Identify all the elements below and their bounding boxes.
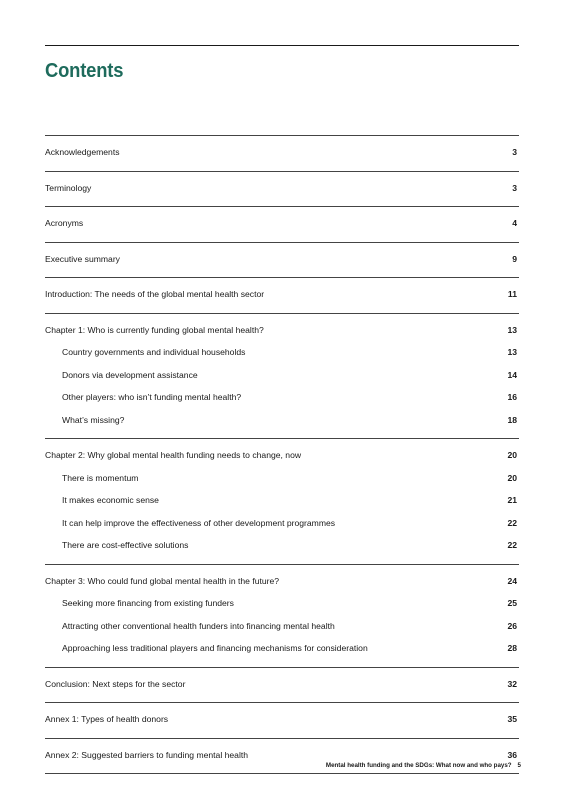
toc-entry-label: There is momentum bbox=[62, 472, 139, 483]
toc-entry-label: Attracting other conventional health funders into financing mental health bbox=[62, 620, 335, 631]
toc-entry-label: Introduction: The needs of the global mental health sector bbox=[45, 289, 265, 299]
toc-page-number: 9 bbox=[512, 253, 517, 264]
toc-entry-label: Terminology bbox=[45, 182, 92, 193]
footer-title: Mental health funding and the SDGs: What now and who pays? bbox=[325, 762, 512, 769]
toc-entry[interactable] bbox=[45, 248, 519, 271]
toc-entry[interactable] bbox=[45, 319, 519, 342]
toc-subentry[interactable] bbox=[45, 534, 519, 557]
toc-section bbox=[45, 242, 519, 278]
toc-entry-label: Chapter 1: Who is currently funding global mental health? bbox=[45, 324, 264, 335]
toc-page-number: 32 bbox=[507, 678, 517, 689]
toc-entry-label: Seeking more financing from existing funders bbox=[62, 598, 234, 608]
toc-section bbox=[45, 206, 519, 242]
toc-page-number: 4 bbox=[512, 218, 517, 228]
toc-entry-label: Chapter 3: Who could fund global mental health in the future? bbox=[45, 575, 280, 586]
toc-entry-label: Country governments and individual households bbox=[62, 347, 246, 357]
toc-section bbox=[45, 438, 519, 564]
toc-subentry[interactable] bbox=[45, 386, 519, 409]
toc-page-number: 16 bbox=[507, 392, 517, 402]
toc-subentry[interactable] bbox=[45, 512, 519, 535]
toc-entry[interactable] bbox=[45, 177, 519, 200]
toc-entry-label: Approaching less traditional players and financing mechanisms for consideration bbox=[62, 643, 368, 653]
toc-subentry[interactable] bbox=[45, 615, 519, 638]
toc-page-number: 35 bbox=[507, 714, 517, 724]
footer-page-number: 5 bbox=[517, 762, 521, 769]
toc-entry-label: Annex 2: Suggested barriers to funding mental health bbox=[45, 749, 249, 760]
toc-page-number: 28 bbox=[507, 643, 517, 653]
toc-subentry[interactable] bbox=[45, 341, 519, 364]
toc-entry-label: Executive summary bbox=[45, 253, 120, 264]
toc-entry[interactable] bbox=[45, 212, 519, 235]
page-footer bbox=[326, 762, 521, 769]
toc-entry[interactable] bbox=[45, 141, 519, 164]
toc-entry-label: It makes economic sense bbox=[62, 495, 159, 505]
toc-page-number: 22 bbox=[507, 540, 517, 550]
toc-page-number: 36 bbox=[507, 749, 517, 760]
toc-section bbox=[45, 171, 519, 207]
toc-entry-label: Chapter 2: Why global mental health funding needs to change, now bbox=[45, 450, 302, 460]
toc-page-number: 26 bbox=[507, 620, 517, 631]
toc-entry[interactable] bbox=[45, 444, 519, 467]
toc-subentry[interactable] bbox=[45, 489, 519, 512]
toc-entry-label: What’s missing? bbox=[62, 414, 125, 425]
toc-page-number: 25 bbox=[507, 598, 517, 608]
toc-page-number: 11 bbox=[507, 289, 517, 299]
toc-section bbox=[45, 313, 519, 439]
toc-page-number: 13 bbox=[507, 347, 517, 357]
toc-entry[interactable] bbox=[45, 570, 519, 593]
toc-entry[interactable] bbox=[45, 673, 519, 696]
toc-section bbox=[45, 277, 519, 313]
toc-entry-label: Other players: who isn’t funding mental health? bbox=[62, 392, 242, 402]
toc-section bbox=[45, 667, 519, 703]
toc-page-number: 3 bbox=[512, 182, 517, 193]
table-of-contents bbox=[45, 135, 519, 774]
toc-section bbox=[45, 135, 519, 171]
toc-page-number: 3 bbox=[512, 147, 517, 157]
toc-subentry[interactable] bbox=[45, 364, 519, 387]
toc-page-number: 18 bbox=[507, 414, 517, 425]
toc-page-number: 21 bbox=[507, 495, 517, 505]
toc-entry-label: Acronyms bbox=[45, 218, 84, 228]
toc-subentry[interactable] bbox=[45, 409, 519, 432]
toc-entry[interactable] bbox=[45, 708, 519, 731]
toc-entry-label: Annex 1: Types of health donors bbox=[45, 714, 169, 724]
toc-subentry[interactable] bbox=[45, 467, 519, 490]
toc-page-number: 20 bbox=[507, 472, 517, 483]
toc-section bbox=[45, 564, 519, 667]
toc-section bbox=[45, 702, 519, 738]
toc-page-number: 14 bbox=[507, 369, 517, 380]
toc-entry-label: Conclusion: Next steps for the sector bbox=[45, 678, 186, 689]
toc-entry-label: It can help improve the effectiveness of other development programmes bbox=[62, 517, 336, 528]
toc-entry-label: There are cost-effective solutions bbox=[62, 540, 189, 550]
toc-page-number: 20 bbox=[507, 450, 517, 460]
toc-page-number: 22 bbox=[507, 517, 517, 528]
toc-entry[interactable] bbox=[45, 283, 519, 306]
toc-subentry[interactable] bbox=[45, 637, 519, 660]
top-rule bbox=[45, 45, 519, 46]
toc-entry-label: Donors via development assistance bbox=[62, 369, 198, 380]
toc-page-number: 13 bbox=[507, 324, 517, 335]
toc-subentry[interactable] bbox=[45, 592, 519, 615]
toc-page-number: 24 bbox=[507, 575, 517, 586]
toc-entry-label: Acknowledgements bbox=[45, 147, 120, 157]
page-title: Contents bbox=[45, 60, 124, 82]
